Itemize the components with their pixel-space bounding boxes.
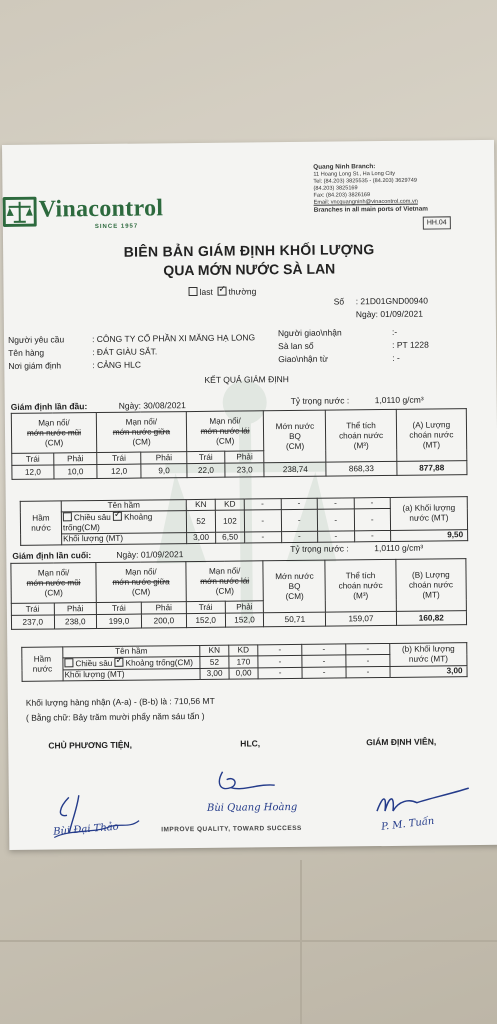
brand-since: SINCE 1957 — [94, 223, 139, 231]
last-ballast-table: Hầm nước Tên hầm KN KD - - - (b) Khối lượng nước (MT) Chiều sâu ✓ Khoảng trống(CM) 52 170 - - - Khối lượng (MT) 3,00 0,00 - - - 3,00 — [21, 642, 467, 682]
last-density-label: Tỷ trọng nước : — [290, 543, 349, 555]
last-inspection-label: Giám định lần cuối: — [12, 550, 92, 561]
receiver-label: Người giao\nhận — [277, 327, 342, 339]
requester-label: Người yêu cầu — [7, 334, 65, 345]
barge-label: Sà lan số — [278, 340, 314, 352]
requester-value: : CÔNG TY CỔ PHẦN XI MĂNG HẠ LONG — [91, 332, 256, 345]
table-row: 12,0 10,0 12,0 9,0 22,0 23,0 238,74 868,33 877,88 — [12, 461, 467, 480]
branch-line: 11 Hoang Long St., Ha Long City — [313, 170, 396, 178]
barge-value: : PT 1228 — [392, 339, 429, 350]
so-value: : 21D01GND00940 — [355, 295, 429, 307]
first-draft-table: Mạn nổi/ mớn nước mũi (CM) Mạn nổi/ mớn nước giữa (CM) Mạn nổi/ mớn nước lái (CM) Mớn nước BQ (CM) Thể tích choán nước (M³) (A) Lượng choán nước (MT) Trái Phải Trái Phải Trái Phải 12,0 10,0 12,0 9,0 22,0 23,0 238,74 868,33 877,88 — [11, 408, 468, 480]
from-value: : - — [392, 352, 400, 363]
branch-line: Email: vncquangninh@vinacontrol.com.vn — [313, 198, 418, 206]
type-options — [188, 286, 256, 297]
branch-line: Branches in all main ports of Vietnam — [313, 205, 428, 214]
vinacontrol-logo-icon — [3, 197, 37, 227]
location-value: : CẢNG HLC — [92, 359, 142, 371]
branch-line: (84.203) 3825169 — [313, 185, 358, 192]
branch-info — [313, 163, 428, 215]
checkbox-thuong-icon — [217, 287, 226, 296]
owner-signer-name: Bùi Đại Thảo — [52, 821, 120, 838]
brand-name: Vinacontrol — [38, 195, 164, 223]
from-label: Giao\nhận từ — [278, 353, 328, 365]
hlc-heading: HLC, — [240, 738, 261, 749]
floor-tile-seam — [0, 940, 497, 942]
floor-tile-seam — [300, 860, 302, 1024]
received-quantity: Khối lượng hàng nhận (A-a) - (B-b) là : 710,56 MT — [25, 695, 215, 708]
hlc-signer-name: Bùi Quang Hoàng — [206, 801, 298, 814]
quantity-in-words: ( Bằng chữ: Bảy trăm mười phẩy năm sáu tấn ) — [25, 710, 205, 723]
document-title: BIÊN BẢN GIÁM ĐỊNH KHỐI LƯỢNG — [123, 241, 375, 260]
document-date: Ngày: 01/09/2021 — [355, 308, 423, 320]
result-heading: KẾT QUẢ GIÁM ĐỊNH — [204, 374, 289, 385]
form-code: HH.04 — [423, 216, 451, 229]
option-last-label: last — [199, 286, 213, 297]
last-density-value: 1,0110 g/cm³ — [374, 542, 424, 554]
goods-label: Tên hàng — [8, 347, 45, 358]
option-thuong-label: thường — [228, 286, 257, 297]
inspection-document — [2, 140, 497, 850]
slogan: IMPROVE QUALITY, TOWARD SUCCESS — [161, 824, 302, 834]
last-draft-table: Mạn nổi/ mớn nước mũi (CM) Mạn nổi/ mớn nước giữa (CM) Mạn nổi/ mớn nước lái (CM) Mớn nước BQ (CM) Thể tích choán nước (M³) (B) Lượng choán nước (MT) Trái Phải Trái Phải Trái Phải 237,0 238,0 199,0 200,0 152,0 152,0 50,71 159,07 160,82 — [10, 558, 467, 630]
first-density-label: Tỷ trọng nước : — [290, 395, 350, 406]
table-row: 237,0 238,0 199,0 200,0 152,0 152,0 50,71 159,07 160,82 — [11, 611, 466, 630]
location-label: Nơi giám định — [8, 360, 62, 371]
first-ballast-table: Hầm nước Tên hầm KN KD - - - - (a) Khối lượng nước (MT) Chiều sâu ✓ Khoảng trống(CM) 52 102 - - - - Khối lượng (MT) 3,00 6,50 - - - - 9,50 — [20, 496, 468, 546]
first-density-value: 1,0110 g/cm³ — [374, 394, 424, 406]
document-subtitle: QUA MỚN NƯỚC SÀ LAN — [163, 260, 336, 279]
first-inspection-label: Giám định lần đầu: — [10, 401, 88, 412]
goods-value: : ĐÁT GIÀU SẮT. — [92, 346, 158, 358]
inspector-signer-name: P. M. Tuấn — [380, 815, 435, 833]
branch-title: Quang Ninh Branch: — [313, 163, 376, 171]
inspector-heading: GIÁM ĐỊNH VIÊN, — [366, 736, 437, 748]
branch-line: Tel: (84.203) 3825535 - (84.203) 3629749 — [313, 177, 417, 185]
owner-heading: CHỦ PHƯƠNG TIỆN, — [48, 739, 133, 751]
receiver-value: :- — [391, 326, 398, 337]
last-inspection-date: Ngày: 01/09/2021 — [116, 549, 184, 560]
checkbox-last-icon — [188, 287, 197, 296]
branch-line: Fax: (84.203) 3826169 — [313, 192, 371, 199]
so-label: Số — [333, 296, 345, 307]
first-inspection-date: Ngày: 30/08/2021 — [118, 400, 186, 411]
